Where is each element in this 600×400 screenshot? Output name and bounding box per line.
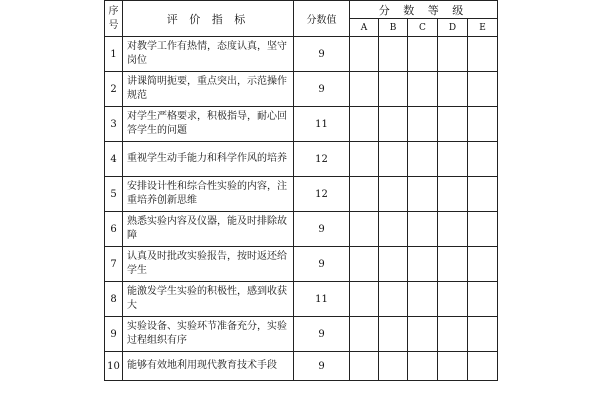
row-serial-no: 7 bbox=[105, 247, 123, 282]
row-score: 9 bbox=[294, 247, 350, 282]
row-evaluation-item bbox=[123, 212, 294, 247]
grade-cell-b[interactable] bbox=[379, 317, 408, 352]
grade-cell-b[interactable] bbox=[379, 37, 408, 72]
row-serial-no: 1 bbox=[105, 37, 123, 72]
grade-cell-d[interactable] bbox=[438, 142, 468, 177]
grade-cell-c[interactable] bbox=[408, 72, 438, 107]
row-serial-no: 3 bbox=[105, 107, 123, 142]
row-score: 11 bbox=[294, 282, 350, 317]
row-evaluation-item bbox=[123, 107, 294, 142]
grade-cell-e[interactable] bbox=[468, 282, 498, 317]
row-evaluation-item-text: 熟悉实验内容及仪器，能及时排除故障 bbox=[127, 216, 287, 241]
grade-cell-e[interactable] bbox=[468, 212, 498, 247]
row-evaluation-item bbox=[123, 352, 294, 381]
header-grade-levels: 分 数 等 级 bbox=[350, 1, 498, 19]
table-row bbox=[105, 282, 498, 317]
header-row-top bbox=[105, 1, 498, 19]
grade-cell-e[interactable] bbox=[468, 72, 498, 107]
grade-cell-c[interactable] bbox=[408, 37, 438, 72]
grade-cell-d[interactable] bbox=[438, 177, 468, 212]
table-row bbox=[105, 317, 498, 352]
row-score: 9 bbox=[294, 37, 350, 72]
grade-cell-a[interactable] bbox=[350, 282, 379, 317]
header-grade-c: C bbox=[408, 19, 438, 37]
grade-cell-b[interactable] bbox=[379, 107, 408, 142]
grade-cell-e[interactable] bbox=[468, 37, 498, 72]
row-score: 11 bbox=[294, 107, 350, 142]
row-evaluation-item bbox=[123, 37, 294, 72]
grade-cell-a[interactable] bbox=[350, 107, 379, 142]
grade-cell-d[interactable] bbox=[438, 107, 468, 142]
grade-cell-e[interactable] bbox=[468, 317, 498, 352]
row-evaluation-item bbox=[123, 317, 294, 352]
evaluation-sheet bbox=[104, 0, 497, 400]
grade-cell-b[interactable] bbox=[379, 212, 408, 247]
grade-cell-d[interactable] bbox=[438, 317, 468, 352]
table-row bbox=[105, 142, 498, 177]
grade-cell-b[interactable] bbox=[379, 352, 408, 381]
grade-cell-d[interactable] bbox=[438, 247, 468, 282]
header-grade-e: E bbox=[468, 19, 498, 37]
grade-cell-d[interactable] bbox=[438, 352, 468, 381]
row-evaluation-item bbox=[123, 142, 294, 177]
row-evaluation-item bbox=[123, 177, 294, 212]
row-score: 9 bbox=[294, 72, 350, 107]
grade-cell-a[interactable] bbox=[350, 317, 379, 352]
row-evaluation-item-text: 认真及时批改实验报告，按时返还给学生 bbox=[127, 251, 287, 276]
grade-cell-d[interactable] bbox=[438, 37, 468, 72]
row-serial-no: 4 bbox=[105, 142, 123, 177]
grade-cell-e[interactable] bbox=[468, 142, 498, 177]
header-grade-d: D bbox=[438, 19, 468, 37]
grade-cell-a[interactable] bbox=[350, 177, 379, 212]
table-row bbox=[105, 37, 498, 72]
header-score: 分数值 bbox=[294, 1, 350, 37]
grade-cell-b[interactable] bbox=[379, 72, 408, 107]
grade-cell-a[interactable] bbox=[350, 142, 379, 177]
row-serial-no: 6 bbox=[105, 212, 123, 247]
grade-cell-a[interactable] bbox=[350, 212, 379, 247]
row-evaluation-item-text: 能够有效地利用现代教育技术手段 bbox=[127, 360, 277, 371]
grade-cell-b[interactable] bbox=[379, 282, 408, 317]
grade-cell-d[interactable] bbox=[438, 282, 468, 317]
grade-cell-a[interactable] bbox=[350, 72, 379, 107]
grade-cell-b[interactable] bbox=[379, 247, 408, 282]
grade-cell-d[interactable] bbox=[438, 212, 468, 247]
row-evaluation-item-text: 讲课简明扼要，重点突出，示范操作规范 bbox=[127, 76, 287, 101]
header-serial-no-text: 序号 bbox=[108, 5, 119, 31]
grade-cell-e[interactable] bbox=[468, 177, 498, 212]
table-row bbox=[105, 177, 498, 212]
grade-cell-a[interactable] bbox=[350, 37, 379, 72]
grade-cell-c[interactable] bbox=[408, 317, 438, 352]
grade-cell-c[interactable] bbox=[408, 282, 438, 317]
row-score: 9 bbox=[294, 317, 350, 352]
table-row bbox=[105, 212, 498, 247]
table-row bbox=[105, 247, 498, 282]
header-serial-no bbox=[105, 1, 123, 37]
grade-cell-c[interactable] bbox=[408, 107, 438, 142]
grade-cell-b[interactable] bbox=[379, 142, 408, 177]
table-row bbox=[105, 72, 498, 107]
row-evaluation-item-text: 实验设备、实验环节准备充分，实验过程组织有序 bbox=[127, 321, 287, 346]
header-grade-b: B bbox=[379, 19, 408, 37]
row-serial-no: 2 bbox=[105, 72, 123, 107]
grade-cell-c[interactable] bbox=[408, 142, 438, 177]
row-serial-no: 10 bbox=[105, 352, 123, 381]
row-serial-no: 9 bbox=[105, 317, 123, 352]
grade-cell-c[interactable] bbox=[408, 352, 438, 381]
row-evaluation-item-text: 重视学生动手能力和科学作风的培养 bbox=[127, 153, 287, 164]
table-row bbox=[105, 107, 498, 142]
grade-cell-b[interactable] bbox=[379, 177, 408, 212]
grade-cell-c[interactable] bbox=[408, 177, 438, 212]
row-evaluation-item bbox=[123, 72, 294, 107]
row-serial-no: 8 bbox=[105, 282, 123, 317]
row-serial-no: 5 bbox=[105, 177, 123, 212]
grade-cell-c[interactable] bbox=[408, 212, 438, 247]
row-evaluation-item bbox=[123, 247, 294, 282]
row-score: 12 bbox=[294, 177, 350, 212]
row-evaluation-item bbox=[123, 282, 294, 317]
row-evaluation-item-text: 对教学工作有热情，态度认真，坚守岗位 bbox=[127, 41, 287, 66]
row-evaluation-item-text: 安排设计性和综合性实验的内容，注重培养创新思维 bbox=[127, 181, 287, 206]
grade-cell-c[interactable] bbox=[408, 247, 438, 282]
grade-cell-e[interactable] bbox=[468, 107, 498, 142]
evaluation-table bbox=[104, 0, 498, 381]
table-row bbox=[105, 352, 498, 381]
row-score: 9 bbox=[294, 352, 350, 381]
grade-cell-a[interactable] bbox=[350, 352, 379, 381]
row-score: 12 bbox=[294, 142, 350, 177]
header-evaluation-item: 评 价 指 标 bbox=[123, 1, 294, 37]
header-grade-a: A bbox=[350, 19, 379, 37]
row-evaluation-item-text: 对学生严格要求，积极指导，耐心回答学生的问题 bbox=[127, 111, 287, 136]
row-evaluation-item-text: 能激发学生实验的积极性，感到收获大 bbox=[127, 286, 287, 311]
row-score: 9 bbox=[294, 212, 350, 247]
grade-cell-e[interactable] bbox=[468, 247, 498, 282]
grade-cell-d[interactable] bbox=[438, 72, 468, 107]
grade-cell-a[interactable] bbox=[350, 247, 379, 282]
grade-cell-e[interactable] bbox=[468, 352, 498, 381]
